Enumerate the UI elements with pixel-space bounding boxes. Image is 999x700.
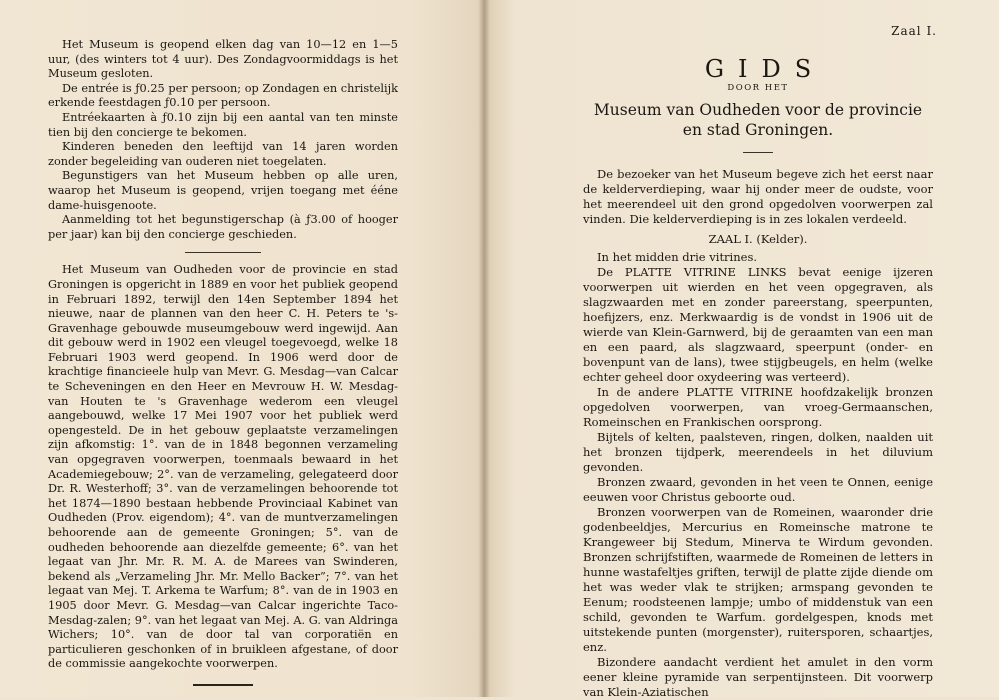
right-text-column: [583, 55, 933, 700]
children-rule: Kinderen beneden den leeftijd van 14 jaren worden zonder begeleiding van ouderen niet toegelaten.: [48, 140, 398, 168]
running-head: Zaal I.: [891, 24, 937, 38]
museum-history: Het Museum van Oudheden voor de provincie en stad Groningen is opgericht in 1889 en voor het publiek geopend in Februari 1892, terwijl den 14en September 1894 het nieuwe, naar de plannen van den heer C. H. Peters te 's-Gravenhage gebouwde museumgebouw werd ingewijd. Aan dit gebouw werd in 1902 een vleugel toegevoegd, welke 18 Februari 1903 werd geopend. In 1906 werd door de krachtige financieele hulp van Mevr. G. Mesdag—van Calcar te Scheveningen en den Heer en Mevrouw H. W. Mesdag-van Houten te 's Gravenhage wederom een vleugel aangebouwd, welke 17 Mei 1907 voor het publiek werd opengesteld. De in het gebouw geplaatste verzamelingen zijn afkomstig: 1°. van de in 1848 begonnen verzameling van opgegraven voorwerpen, toenmaals bewaard in het Academiegebouw; 2°. van de verzameling, gelegateerd door Dr. R. Westerhoff; 3°. van de verzamelingen behoorende tot het 1874—1890 bestaan hebbende Provinciaal Kabinet van Oudheden (Prov. eigendom); 4°. van de muntverzamelingen behoorende aan de gemeente Groningen; 5°. van de oudheden behoorende aan diezelfde gemeente; 6°. van het legaat van Jhr. Mr. R. M. A. de Marees van Swinderen, bekend als „Verzameling Jhr. Mr. Mello Backer”; 7°. van het legaat van Mej. T. Arkema te Warfum; 8°. van de in 1903 en 1905 door Mevr. G. Mesdag—van Calcar ingerichte Taco-Mesdag-zalen; 9°. van het legaat van Mej. A. G. van Aldringa Wichers; 10°. van de door tal van corporatiën en particulieren geschonken of in bruikleen afgestane, of door de commissie aangekochte voorwerpen.: [48, 263, 398, 671]
title-connector: DOOR HET: [727, 83, 789, 93]
patrons-access: Begunstigers van het Museum hebben op alle uren, waarop het Museum is geopend, vrijen toegang met ééne dame-huisgenoote.: [48, 169, 398, 212]
andere-platte-vitrine: In de andere PLATTE VITRINE hoofdzakelijk bronzen opgedolven voorwerpen, van vroeg-Germaanschen, Romeinschen en Frankischen oorsprong.: [583, 385, 933, 429]
amulet-paragraph: Bizondere aandacht verdient het amulet in den vorm eener kleine pyramide van serpentijnsteen. Dit voorwerp van Klein-Aziatischen: [583, 655, 933, 699]
opening-hours-block: [48, 38, 398, 242]
vitrines-intro: In het midden drie vitrines.: [597, 250, 758, 264]
museum-name-line-1: Museum van Oudheden voor de provincie: [593, 101, 923, 119]
title-rule: [743, 152, 773, 153]
patron-registration: Aanmelding tot het begunstigerschap (à ƒ3.00 of hooger per jaar) kan bij den concierge geschieden.: [48, 213, 398, 241]
opening-hours: Het Museum is geopend elken dag van 10—12 en 1—5 uur, (des winters tot 4 uur). Des Zondagvoormiddags is het Museum gesloten.: [48, 38, 398, 81]
platte-vitrine-links: De PLATTE VITRINE LINKS bevat eenige ijzeren voorwerpen uit wierden en het veen opgegraven, als slagzwaarden met en zonder pareerstang, speerpunten, hoefijzers, enz. Merkwaardig is de vondst in 1906 uit de wierde van Klein-Garnwerd, bij de geraamten van een man en een paard, als slagzwaard, speerpunt (onder- en bovenpunt van de lans), twee stijgbeugels, en helm (welke echter geheel door oxydeering was verteerd).: [583, 265, 933, 384]
left-page: [0, 0, 484, 697]
museum-name: [583, 100, 933, 140]
museum-name-line-2: en stad Groningen.: [682, 121, 834, 139]
romeinen-paragraph: Bronzen voorwerpen van de Romeinen, waaronder drie godenbeeldjes, Mercurius en Romeinsche matrone te Krangeweer bij Stedum, Minerva te Wirdum gevonden. Bronzen schrijfstiften, waarmede de Romeinen de letters in hunne wastafeltjes griften, terwijl de platte zijde diende om het was weder vlak te strijken; armspang gevonden te Eenum; roodsteenen lampje; umbo of middenstuk van een schild, gevonden te Warfum. gordelgespen, knods met uitstekende punten (morgenster), ruitersporen, schaartjes, enz.: [583, 505, 933, 654]
bronzen-zwaard-paragraph: Bronzen zwaard, gevonden in het veen te Onnen, eenige eeuwen voor Christus geboorte oud.: [583, 475, 933, 504]
left-text-column: [48, 38, 398, 696]
entrance-tickets: Entréekaarten à ƒ0.10 zijn bij een aantal van ten minste tien bij den concierge te bekomen.: [48, 110, 398, 139]
book-spine: [478, 0, 490, 697]
end-divider: [193, 684, 253, 686]
section-divider: [185, 252, 261, 253]
zaal-heading: ZAAL I. (Kelder).: [708, 232, 808, 246]
intro-paragraph: De bezoeker van het Museum begeve zich het eerst naar de kelderverdieping, waar hij onder meer de oudste, voor het meerendeel uit den grond opgedolven voorwerpen zal vinden. Die kelderverdieping is in zes lokalen verdeeld.: [583, 167, 933, 226]
entrance-fee: De entrée is ƒ0.25 per persoon; op Zondagen en christelijk erkende feestdagen ƒ0.10 per persoon.: [48, 81, 398, 110]
bijtels-paragraph: Bijtels of kelten, paalsteven, ringen, dolken, naalden uit het bronzen tijdperk, meerendeels in het diluvium gevonden.: [583, 430, 933, 474]
guide-title: GIDS: [704, 55, 826, 83]
